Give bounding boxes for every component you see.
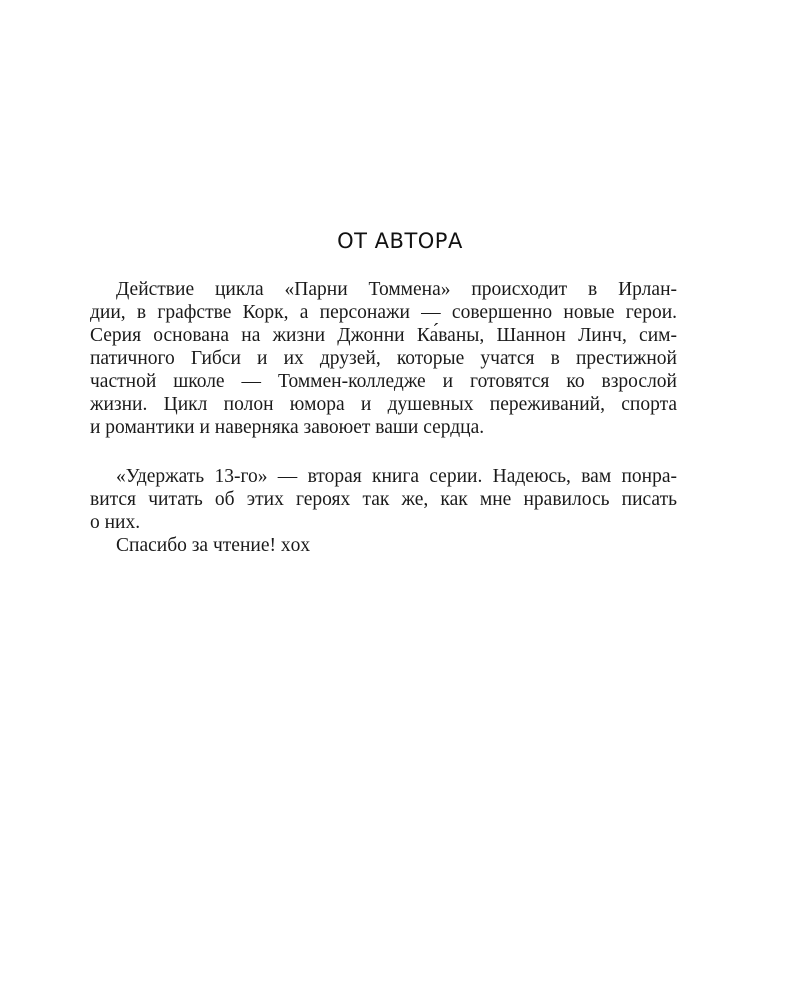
text-line: жизни. Цикл полон юмора и душевных переживаний, спорта [90,394,677,415]
text-line: Серия основана на жизни Джонни Ка́ваны, Шаннон Линч, сим- [90,325,677,346]
text-line: частной школе — Томмен-колледже и готовятся ко взрослой [90,371,677,392]
text-line: Действие цикла «Парни Томмена» происходит в Ирлан- [116,279,677,300]
paragraph-2 [90,465,677,534]
text-line: «Удержать 13-го» — вторая книга серии. Надеюсь, вам понра- [116,466,677,487]
page-title: ОТ АВТОРА [337,229,463,253]
paragraph-3 [116,534,677,557]
paragraph-gap [116,439,677,465]
text-line: дии, в графстве Корк, а персонажи — совершенно новые герои. [90,302,677,323]
text-line: о них. [90,512,141,533]
text-line: Спасибо за чтение! xox [116,535,311,556]
author-note-text [90,278,677,557]
paragraph-1 [90,278,677,439]
text-line: вится читать об этих героях так же, как мне нравилось писать [90,489,677,510]
text-line: и романтики и наверняка завоюет ваши сердца. [90,417,485,438]
text-line: патичного Гибси и их друзей, которые учатся в престижной [90,348,677,369]
